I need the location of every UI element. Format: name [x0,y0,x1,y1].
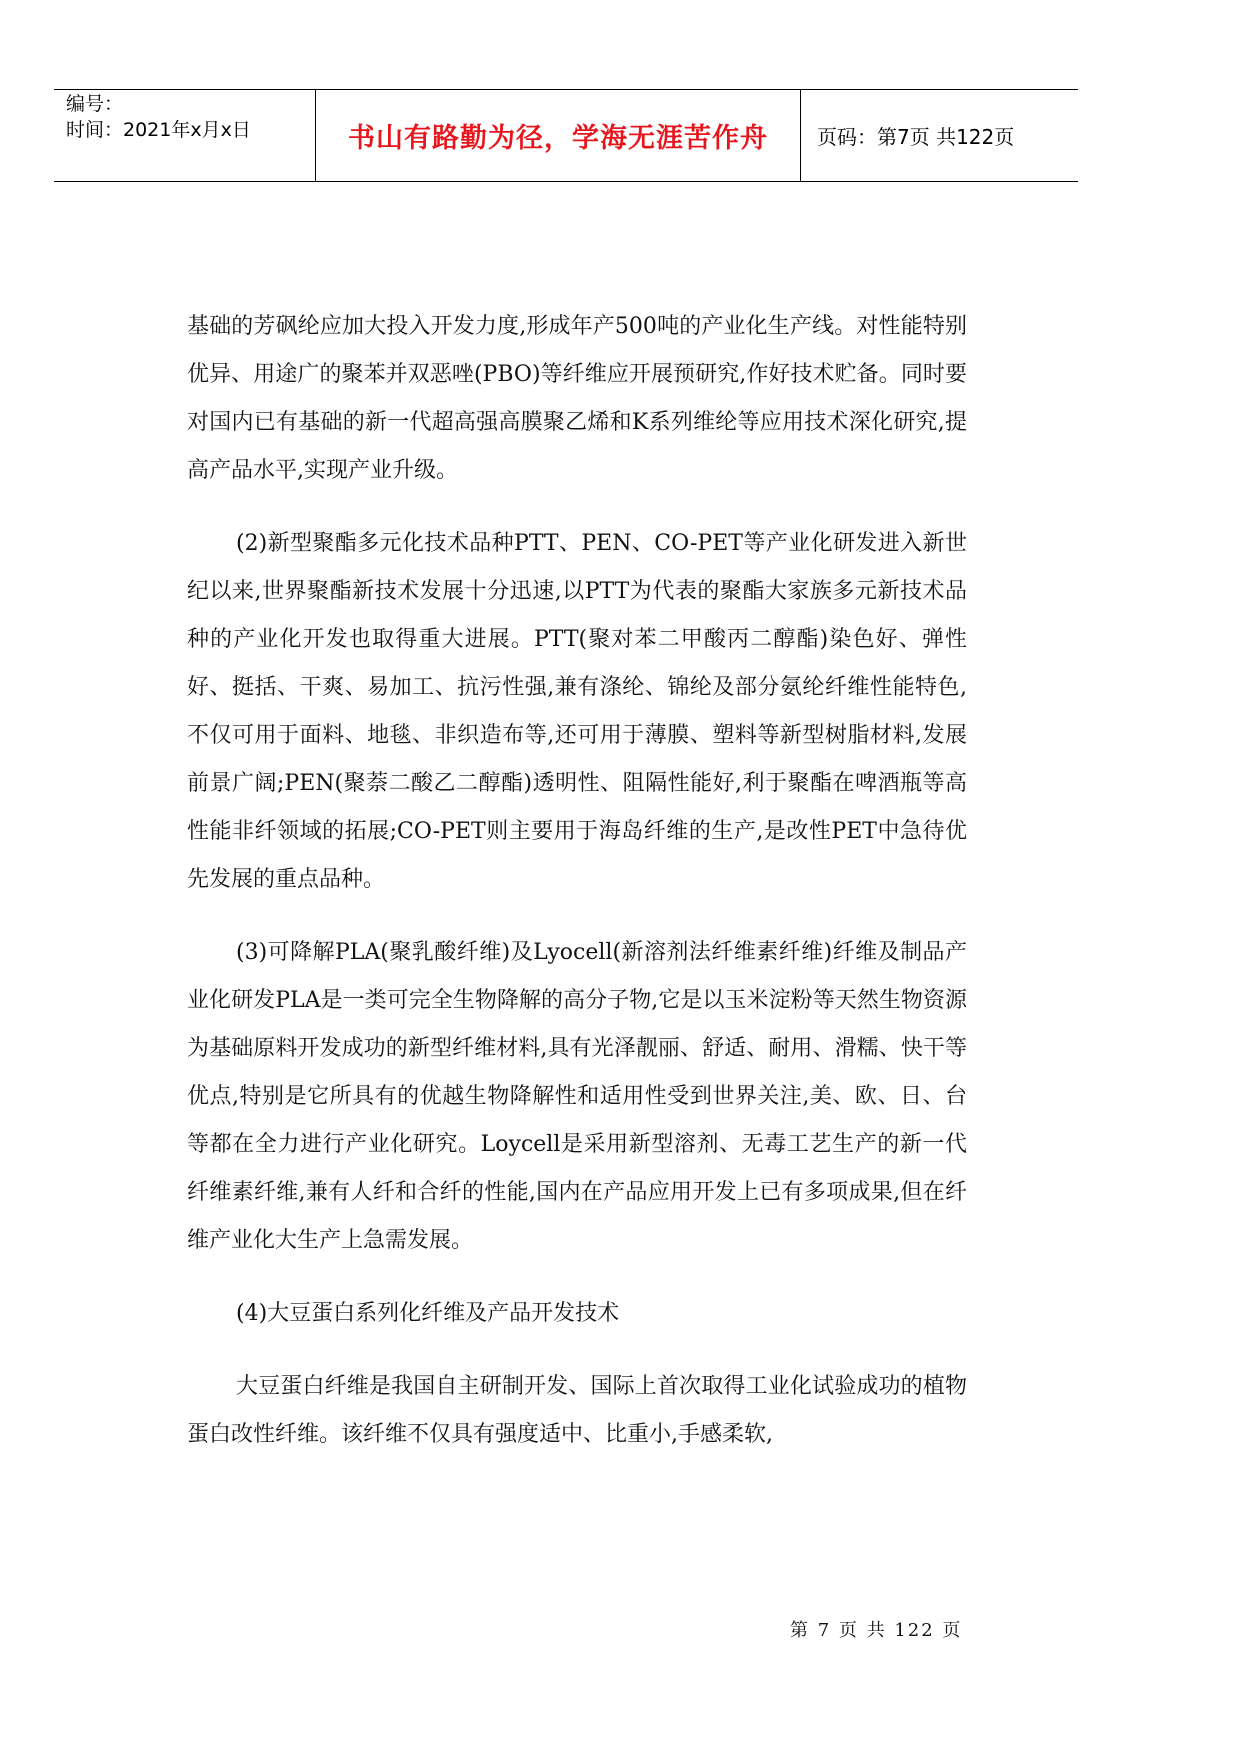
paragraph-3: (3)可降解PLA(聚乳酸纤维)及Lyocell(新溶剂法纤维素纤维)纤维及制品产业化研发PLA是一类可完全生物降解的高分子物,它是以玉米淀粉等天然生物资源为基础原料开发成功的新型纤维材料,具有光泽靓丽、舒适、耐用、滑糯、快干等优点,特别是它所具有的优越生物降解性和适用性受到世界关注,美、欧、日、台等都在全力进行产业化研究。Loycell是采用新型溶剂、无毒工艺生产的新一代纤维素纤维,兼有人纤和合纤的性能,国内在产品应用开发上已有多项成果,但在纤维产业化大生产上急需发展。 [187,940,967,1253]
serial-number-label: 编号： [66,93,124,115]
document-header [54,89,1078,182]
paragraph-4-heading: (4)大豆蛋白系列化纤维及产品开发技术 [236,1301,620,1326]
time-label: 时间：2021年x月x日 [66,119,251,141]
paragraph-5: 大豆蛋白纤维是我国自主研制开发、国际上首次取得工业化试验成功的植物蛋白改性纤维。该纤维不仅具有强度适中、比重小,手感柔软, [187,1374,967,1447]
motto-text: 书山有路勤为径，学海无涯苦作舟 [348,123,768,154]
header-motto-cell [316,90,801,181]
header-page-info: 页码：第7页 共122页 [817,125,1015,149]
document-body [187,303,967,1459]
header-page-cell [801,90,1078,181]
paragraph-1: 基础的芳砜纶应加大投入开发力度,形成年产500吨的产业化生产线。对性能特别优异、用途广的聚苯并双恶唑(PBO)等纤维应开展预研究,作好技术贮备。同时要对国内已有基础的新一代超高强高膜聚乙烯和K系列维纶等应用技术深化研究,提高产品水平,实现产业升级。 [187,314,967,483]
paragraph-2: (2)新型聚酯多元化技术品种PTT、PEN、CO-PET等产业化研发进入新世纪以来,世界聚酯新技术发展十分迅速,以PTT为代表的聚酯大家族多元新技术品种的产业化开发也取得重大进展。PTT(聚对苯二甲酸丙二醇酯)染色好、弹性好、挺括、干爽、易加工、抗污性强,兼有涤纶、锦纶及部分氨纶纤维性能特色,不仅可用于面料、地毯、非织造布等,还可用于薄膜、塑料等新型树脂材料,发展前景广阔;PEN(聚萘二酸乙二醇酯)透明性、阻隔性能好,利于聚酯在啤酒瓶等高性能非纤领域的拓展;CO-PET则主要用于海岛纤维的生产,是改性PET中急待优先发展的重点品种。 [187,531,967,892]
page-footer: 第 7 页 共 122 页 [790,1620,963,1641]
header-meta-cell [54,90,316,181]
